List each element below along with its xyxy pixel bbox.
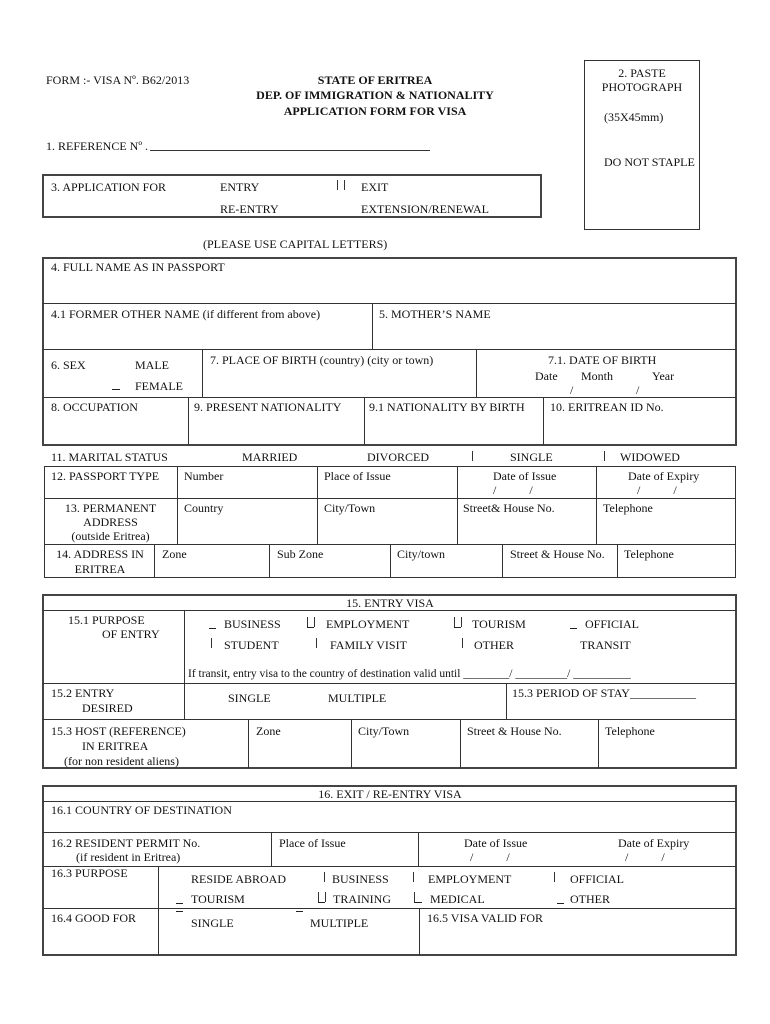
good-for-multiple[interactable]: MULTIPLE	[310, 916, 369, 930]
exit-tourism[interactable]: TOURISM	[191, 892, 245, 906]
passport-number-label: Number	[184, 469, 224, 483]
passport-place-label: Place of Issue	[324, 469, 391, 483]
permanent-street-label: Street& House No.	[463, 501, 555, 515]
permanent-address-line-2: ADDRESS	[83, 515, 138, 529]
purpose-other[interactable]: OTHER	[474, 638, 514, 652]
entry-desired-2: DESIRED	[82, 701, 133, 715]
place-of-birth-label: 7. PLACE OF BIRTH (country) (city or town)	[210, 353, 434, 367]
good-for-multiple-mark[interactable]	[296, 911, 303, 912]
purpose-family-visit[interactable]: FAMILY VISIT	[330, 638, 407, 652]
passport-expiry-label: Date of Expiry	[628, 469, 700, 483]
student-checkbox-mark[interactable]	[211, 638, 212, 648]
host-city-label: City/Town	[358, 724, 410, 738]
dob-slash-1: /	[570, 383, 574, 397]
permit-issue-label: Date of Issue	[464, 836, 528, 850]
issue-slashes: / /	[493, 483, 533, 497]
nationality-birth-label: 9.1 NATIONALITY BY BIRTH	[369, 400, 525, 414]
capital-letters-note: (PLEASE USE CAPITAL LETTERS)	[203, 237, 388, 251]
permit-expiry-label: Date of Expiry	[618, 836, 690, 850]
permanent-country-label: Country	[184, 501, 224, 515]
purpose-label-1: 15.1 PURPOSE	[68, 613, 145, 627]
exit-employment-checkbox-mark[interactable]	[413, 872, 414, 882]
form-title-line-2: DEP. OF IMMIGRATION & NATIONALITY	[256, 88, 494, 102]
host-label-3: (for non resident aliens)	[64, 754, 179, 768]
permit-expiry-slashes: / /	[625, 850, 665, 864]
reference-field[interactable]	[150, 150, 430, 151]
occupation-label: 8. OCCUPATION	[51, 400, 138, 414]
host-telephone-label: Telephone	[605, 724, 655, 738]
exit-official[interactable]: OFFICIAL	[570, 872, 625, 886]
marital-widowed[interactable]: WIDOWED	[620, 450, 680, 464]
address-eritrea-line-1: 14. ADDRESS IN	[56, 547, 144, 561]
female-checkbox-mark[interactable]	[112, 389, 120, 390]
entry-desired-1: 15.2 ENTRY	[51, 686, 115, 700]
permit-place-label: Place of Issue	[279, 836, 346, 850]
eritrea-telephone-label: Telephone	[624, 547, 674, 561]
period-of-stay-label: 15.3 PERIOD OF STAY___________	[512, 686, 696, 700]
form-title-line-3: APPLICATION FORM FOR VISA	[283, 104, 467, 118]
passport-issue-label: Date of Issue	[493, 469, 557, 483]
exit-employment[interactable]: EMPLOYMENT	[428, 872, 512, 886]
reference-label: 1. REFERENCE Nº .	[46, 139, 149, 153]
dob-label: 7.1. DATE OF BIRTH	[548, 353, 657, 367]
checkbox-exit-mark[interactable]	[337, 180, 338, 190]
good-for-single[interactable]: SINGLE	[191, 916, 234, 930]
purpose-employment[interactable]: EMPLOYMENT	[326, 617, 410, 631]
dob-month: Month	[581, 369, 614, 383]
purpose-student[interactable]: STUDENT	[224, 638, 279, 652]
checkbox-exit-mark-2[interactable]	[344, 180, 345, 190]
entry-visa-title: 15. ENTRY VISA	[346, 596, 434, 610]
photo-label-2: PHOTOGRAPH	[601, 80, 683, 94]
permanent-address-line-1: 13. PERMANENT	[64, 501, 157, 515]
official-checkbox-mark[interactable]	[570, 628, 577, 629]
photo-label-1: 2. PASTE	[618, 66, 666, 80]
exit-official-checkbox-mark[interactable]	[554, 872, 555, 882]
permit-issue-slashes: / /	[470, 850, 510, 864]
transit-note: If transit, entry visa to the country of destination valid until ________/ _________/ __________	[188, 668, 631, 680]
exit-other[interactable]: OTHER	[570, 892, 610, 906]
permanent-telephone-label: Telephone	[603, 501, 653, 515]
full-name-label: 4. FULL NAME AS IN PASSPORT	[51, 260, 225, 274]
dob-slash-2: /	[636, 383, 640, 397]
business-checkbox-mark[interactable]	[209, 628, 216, 629]
host-label-2: IN ERITREA	[82, 739, 149, 753]
option-entry[interactable]: ENTRY	[220, 180, 260, 194]
purpose-business[interactable]: BUSINESS	[224, 617, 281, 631]
marital-divorced[interactable]: DIVORCED	[367, 450, 429, 464]
good-for-single-mark[interactable]	[176, 911, 183, 912]
destination-label: 16.1 COUNTRY OF DESTINATION	[51, 803, 232, 817]
marital-status-label: 11. MARITAL STATUS	[51, 450, 168, 464]
photo-no-staple: DO NOT STAPLE	[604, 155, 695, 169]
exit-business[interactable]: BUSINESS	[332, 872, 389, 886]
eritrea-zone-label: Zone	[162, 547, 187, 561]
purpose-official[interactable]: OFFICIAL	[585, 617, 640, 631]
sex-female[interactable]: FEMALE	[135, 379, 183, 393]
dob-date: Date	[535, 369, 558, 383]
former-name-label: 4.1 FORMER OTHER NAME (if different from above)	[51, 307, 321, 321]
other-checkbox-mark[interactable]	[462, 638, 463, 648]
mother-name-label: 5. MOTHER’S NAME	[379, 307, 491, 321]
resident-permit-label-1: 16.2 RESIDENT PERMIT No.	[51, 836, 201, 850]
host-zone-label: Zone	[256, 724, 281, 738]
exit-other-checkbox-mark[interactable]	[557, 903, 564, 904]
address-eritrea-line-2: ERITREA	[74, 562, 126, 576]
marital-married[interactable]: MARRIED	[242, 450, 298, 464]
sex-male[interactable]: MALE	[135, 358, 169, 372]
entry-single[interactable]: SINGLE	[228, 691, 271, 705]
family-visit-checkbox-mark[interactable]	[316, 638, 317, 648]
photo-size: (35X45mm)	[604, 110, 664, 124]
single-checkbox-mark[interactable]	[472, 451, 473, 461]
exit-purpose-label: 16.3 PURPOSE	[51, 866, 128, 880]
present-nationality-label: 9. PRESENT NATIONALITY	[194, 400, 342, 414]
marital-single[interactable]: SINGLE	[510, 450, 553, 464]
exit-visa-title: 16. EXIT / RE-ENTRY VISA	[318, 787, 462, 801]
exit-medical-checkbox-mark[interactable]	[414, 892, 415, 902]
resident-permit-label-2: (if resident in Eritrea)	[76, 850, 181, 864]
exit-tourism-checkbox-mark[interactable]	[176, 903, 183, 904]
eritrea-city-label: City/town	[397, 547, 446, 561]
eritrean-id-label: 10. ERITREAN ID No.	[550, 400, 664, 414]
option-exit[interactable]: EXIT	[361, 180, 389, 194]
host-label-1: 15.3 HOST (REFERENCE)	[51, 724, 186, 738]
permanent-city-label: City/Town	[324, 501, 376, 515]
purpose-label-2: OF ENTRY	[102, 627, 160, 641]
employment-checkbox-mark[interactable]	[307, 617, 308, 627]
personal-info-box	[42, 257, 737, 446]
photo-box[interactable]	[584, 60, 700, 230]
purpose-transit[interactable]: TRANSIT	[580, 638, 631, 652]
exit-business-checkbox-mark[interactable]	[324, 872, 325, 882]
permanent-address-line-3: (outside Eritrea)	[71, 529, 150, 543]
entry-multiple[interactable]: MULTIPLE	[328, 691, 387, 705]
exit-training[interactable]: TRAINING	[333, 892, 391, 906]
option-re-entry[interactable]: RE-ENTRY	[220, 202, 279, 216]
eritrea-subzone-label: Sub Zone	[277, 547, 324, 561]
widowed-checkbox-mark[interactable]	[604, 451, 605, 461]
purpose-tourism[interactable]: TOURISM	[472, 617, 526, 631]
form-number: FORM :- VISA Nº. B62/2013	[46, 73, 190, 87]
tourism-checkbox-mark[interactable]	[454, 617, 455, 627]
good-for-label: 16.4 GOOD FOR	[51, 911, 137, 925]
application-for-label: 3. APPLICATION FOR	[51, 180, 167, 194]
exit-reside-abroad[interactable]: RESIDE ABROAD	[191, 872, 287, 886]
eritrea-street-label: Street & House No.	[510, 547, 605, 561]
sex-label: 6. SEX	[51, 358, 86, 372]
option-extension-renewal[interactable]: EXTENSION/RENEWAL	[361, 202, 489, 216]
form-title-line-1: STATE OF ERITREA	[317, 73, 433, 87]
visa-valid-for-label: 16.5 VISA VALID FOR	[427, 911, 544, 925]
exit-training-checkbox-mark[interactable]	[318, 892, 319, 902]
exit-medical[interactable]: MEDICAL	[430, 892, 485, 906]
expiry-slashes: / /	[637, 483, 677, 497]
host-street-label: Street & House No.	[467, 724, 562, 738]
passport-type-label: 12. PASSPORT TYPE	[51, 469, 160, 483]
dob-year: Year	[652, 369, 675, 383]
